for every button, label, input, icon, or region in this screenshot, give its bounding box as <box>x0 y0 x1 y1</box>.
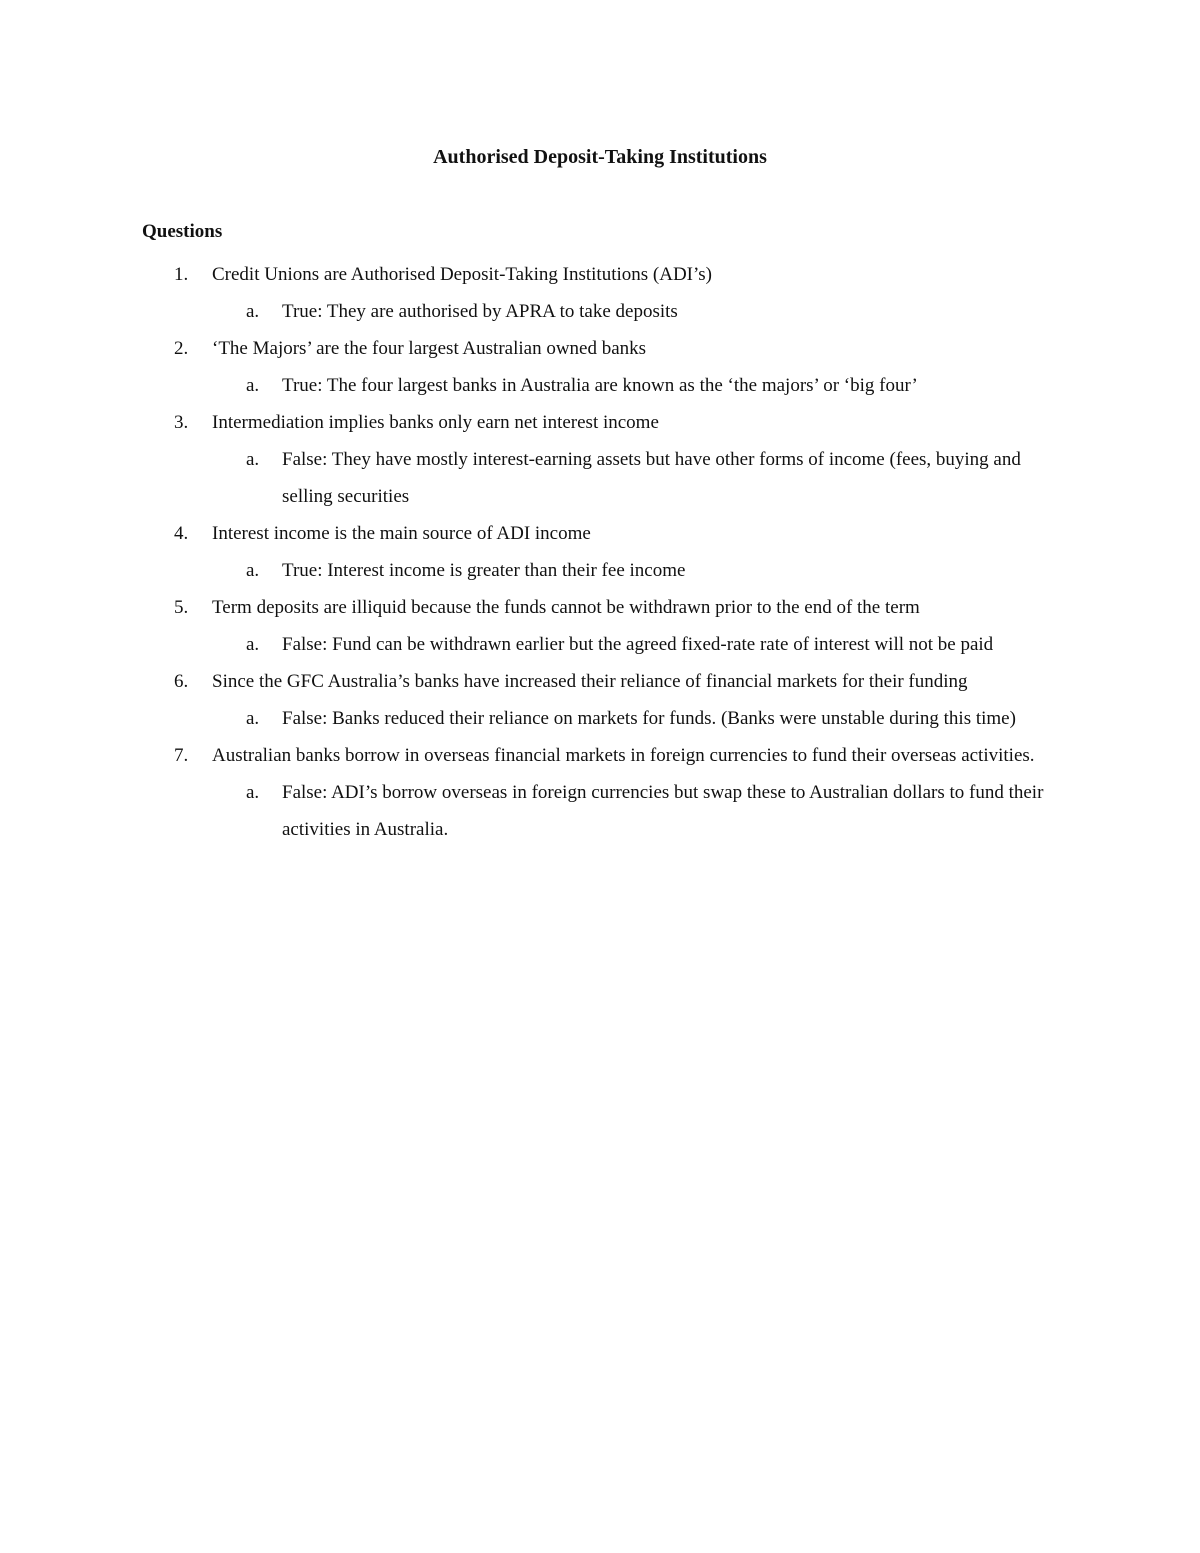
question-text: Since the GFC Australia’s banks have increased their reliance of financial markets for their funding <box>212 671 968 692</box>
answer-item <box>212 367 1072 404</box>
answer-letter: a. <box>246 560 260 581</box>
question-item <box>142 330 1072 404</box>
answer-text: False: Banks reduced their reliance on markets for funds. (Banks were unstable during this time) <box>282 708 1016 729</box>
answer-list <box>212 552 1072 589</box>
section-heading: Questions <box>142 221 223 242</box>
question-item <box>142 515 1072 589</box>
answer-letter: a. <box>246 708 260 729</box>
question-number: 4. <box>174 523 189 544</box>
answer-text: False: ADI’s borrow overseas in foreign currencies but swap these to Australian dollars to fund their activities in Australia. <box>282 782 1044 840</box>
answer-text: False: They have mostly interest-earning assets but have other forms of income (fees, buying and selling securities <box>282 449 1021 507</box>
answer-item <box>212 774 1072 848</box>
answer-item <box>212 441 1072 515</box>
question-number: 2. <box>174 338 189 359</box>
question-item <box>142 256 1072 330</box>
answer-text: True: The four largest banks in Australia are known as the ‘the majors’ or ‘big four’ <box>282 375 918 396</box>
question-number: 3. <box>174 412 189 433</box>
answer-list <box>212 441 1072 515</box>
question-number: 7. <box>174 745 189 766</box>
question-number: 6. <box>174 671 189 692</box>
question-text: Intermediation implies banks only earn net interest income <box>212 412 659 433</box>
answer-letter: a. <box>246 634 260 655</box>
answer-letter: a. <box>246 449 260 470</box>
question-number: 1. <box>174 264 189 285</box>
answer-item <box>212 552 1072 589</box>
answer-text: False: Fund can be withdrawn earlier but the agreed fixed-rate rate of interest will not be paid <box>282 634 994 655</box>
question-item <box>142 737 1072 848</box>
question-item <box>142 589 1072 663</box>
answer-item <box>212 626 1072 663</box>
answer-list <box>212 626 1072 663</box>
answer-item <box>212 293 1072 330</box>
question-text: Interest income is the main source of ADI income <box>212 523 591 544</box>
answer-list <box>212 700 1072 737</box>
question-item <box>142 404 1072 515</box>
answer-text: True: They are authorised by APRA to take deposits <box>282 301 678 322</box>
question-number: 5. <box>174 597 189 618</box>
answer-list <box>212 367 1072 404</box>
answer-text: True: Interest income is greater than their fee income <box>282 560 686 581</box>
answer-item <box>212 700 1072 737</box>
answer-letter: a. <box>246 301 260 322</box>
answer-letter: a. <box>246 375 260 396</box>
question-text: Term deposits are illiquid because the funds cannot be withdrawn prior to the end of the term <box>212 597 920 618</box>
answer-list <box>212 774 1072 848</box>
question-text: Australian banks borrow in overseas financial markets in foreign currencies to fund their overseas activities. <box>212 745 1035 766</box>
document-title: Authorised Deposit-Taking Institutions <box>433 146 767 168</box>
question-list <box>142 256 1072 848</box>
answer-list <box>212 293 1072 330</box>
question-text: Credit Unions are Authorised Deposit-Taking Institutions (ADI’s) <box>212 264 712 285</box>
question-item <box>142 663 1072 737</box>
answer-letter: a. <box>246 782 260 803</box>
question-text: ‘The Majors’ are the four largest Australian owned banks <box>212 338 647 359</box>
